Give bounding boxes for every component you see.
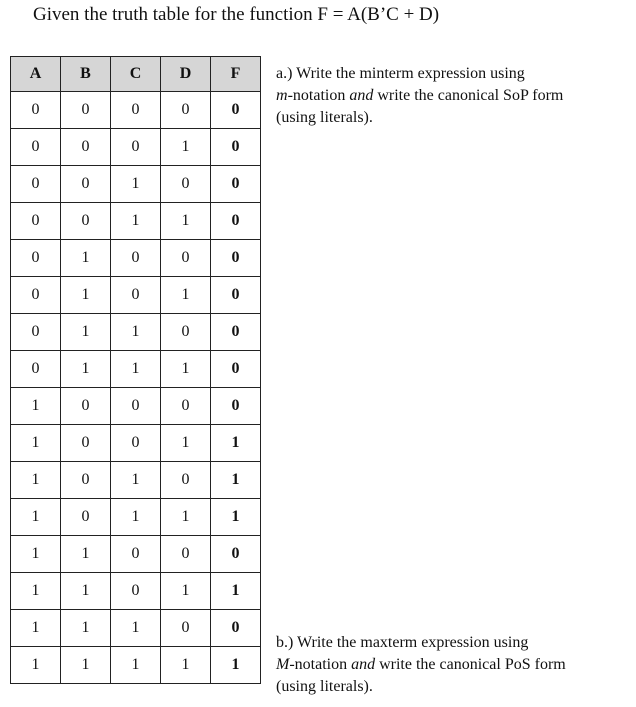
cell-d: 1 <box>161 573 211 610</box>
form-text: write the canonical PoS form <box>375 656 566 673</box>
cell-f: 0 <box>211 314 261 351</box>
cell-f: 0 <box>211 388 261 425</box>
cell-d: 1 <box>161 129 211 166</box>
cell-f: 1 <box>211 573 261 610</box>
cell-f: 1 <box>211 425 261 462</box>
table-row <box>11 314 261 351</box>
cell-b: 0 <box>61 166 111 203</box>
cell-b: 0 <box>61 129 111 166</box>
cell-c: 0 <box>111 92 161 129</box>
table-row <box>11 388 261 425</box>
column-header-c: C <box>111 57 161 92</box>
table-row <box>11 203 261 240</box>
question-a <box>276 63 636 129</box>
cell-d: 1 <box>161 203 211 240</box>
cell-c: 1 <box>111 351 161 388</box>
cell-b: 1 <box>61 647 111 684</box>
question-b-line-1: b.) Write the maxterm expression using <box>276 634 529 651</box>
cell-d: 1 <box>161 425 211 462</box>
truth-table <box>10 56 261 684</box>
cell-c: 1 <box>111 166 161 203</box>
cell-a: 1 <box>11 462 61 499</box>
cell-b: 1 <box>61 240 111 277</box>
cell-a: 1 <box>11 425 61 462</box>
cell-a: 0 <box>11 129 61 166</box>
question-b-line-3: (using literals). <box>276 678 373 695</box>
cell-c: 0 <box>111 536 161 573</box>
table-row <box>11 277 261 314</box>
cell-c: 1 <box>111 647 161 684</box>
cell-c: 1 <box>111 610 161 647</box>
cell-d: 0 <box>161 462 211 499</box>
cell-b: 1 <box>61 573 111 610</box>
cell-d: 0 <box>161 92 211 129</box>
cell-f: 0 <box>211 277 261 314</box>
cell-c: 0 <box>111 240 161 277</box>
cell-a: 1 <box>11 647 61 684</box>
table-row <box>11 240 261 277</box>
cell-a: 1 <box>11 536 61 573</box>
table-header-row <box>11 57 261 92</box>
cell-d: 0 <box>161 610 211 647</box>
question-a-line-3: (using literals). <box>276 109 373 126</box>
cell-f: 0 <box>211 129 261 166</box>
cell-f: 0 <box>211 203 261 240</box>
column-header-b: B <box>61 57 111 92</box>
cell-a: 0 <box>11 314 61 351</box>
cell-b: 1 <box>61 351 111 388</box>
cell-c: 0 <box>111 129 161 166</box>
cell-b: 0 <box>61 388 111 425</box>
cell-b: 1 <box>61 610 111 647</box>
cell-b: 1 <box>61 314 111 351</box>
cell-d: 0 <box>161 166 211 203</box>
notation-text: -notation <box>287 87 350 104</box>
cell-b: 0 <box>61 425 111 462</box>
table-row <box>11 92 261 129</box>
cell-b: 0 <box>61 203 111 240</box>
page-title: Given the truth table for the function F = A(B’C + D) <box>33 4 440 25</box>
cell-a: 1 <box>11 499 61 536</box>
cell-f: 0 <box>211 92 261 129</box>
column-header-a: A <box>11 57 61 92</box>
cell-d: 1 <box>161 351 211 388</box>
cell-c: 1 <box>111 314 161 351</box>
table-row <box>11 462 261 499</box>
table-row <box>11 499 261 536</box>
and-emphasis: and <box>349 87 374 104</box>
cell-b: 1 <box>61 536 111 573</box>
cell-a: 0 <box>11 92 61 129</box>
cell-c: 0 <box>111 388 161 425</box>
cell-f: 0 <box>211 536 261 573</box>
question-a-line-1: a.) Write the minterm expression using <box>276 65 525 82</box>
cell-f: 0 <box>211 166 261 203</box>
cell-b: 0 <box>61 499 111 536</box>
table-row <box>11 351 261 388</box>
column-header-d: D <box>161 57 211 92</box>
notation-letter: M <box>276 656 290 673</box>
table-row <box>11 610 261 647</box>
cell-d: 0 <box>161 240 211 277</box>
cell-d: 1 <box>161 277 211 314</box>
cell-d: 1 <box>161 647 211 684</box>
table-row <box>11 647 261 684</box>
table-row <box>11 425 261 462</box>
cell-f: 0 <box>211 240 261 277</box>
cell-a: 1 <box>11 388 61 425</box>
question-b <box>276 632 636 698</box>
cell-d: 0 <box>161 314 211 351</box>
cell-f: 0 <box>211 351 261 388</box>
cell-f: 1 <box>211 462 261 499</box>
cell-c: 0 <box>111 573 161 610</box>
notation-text: -notation <box>289 656 352 673</box>
cell-a: 0 <box>11 277 61 314</box>
cell-a: 0 <box>11 166 61 203</box>
cell-d: 0 <box>161 388 211 425</box>
cell-a: 0 <box>11 351 61 388</box>
cell-f: 0 <box>211 610 261 647</box>
cell-a: 0 <box>11 203 61 240</box>
notation-letter: m <box>276 87 288 104</box>
cell-a: 1 <box>11 610 61 647</box>
cell-c: 1 <box>111 462 161 499</box>
cell-a: 1 <box>11 573 61 610</box>
truth-table-body <box>11 92 261 684</box>
cell-f: 1 <box>211 647 261 684</box>
table-row <box>11 536 261 573</box>
cell-a: 0 <box>11 240 61 277</box>
and-emphasis: and <box>351 656 376 673</box>
column-header-f: F <box>211 57 261 92</box>
question-b-line-2 <box>276 654 636 676</box>
cell-c: 0 <box>111 277 161 314</box>
cell-c: 1 <box>111 203 161 240</box>
cell-d: 1 <box>161 499 211 536</box>
cell-c: 1 <box>111 499 161 536</box>
cell-d: 0 <box>161 536 211 573</box>
table-row <box>11 573 261 610</box>
cell-f: 1 <box>211 499 261 536</box>
cell-c: 0 <box>111 425 161 462</box>
table-row <box>11 129 261 166</box>
cell-b: 0 <box>61 92 111 129</box>
cell-b: 0 <box>61 462 111 499</box>
question-a-line-2 <box>276 85 636 107</box>
form-text: write the canonical SoP form <box>373 87 564 104</box>
cell-b: 1 <box>61 277 111 314</box>
table-row <box>11 166 261 203</box>
